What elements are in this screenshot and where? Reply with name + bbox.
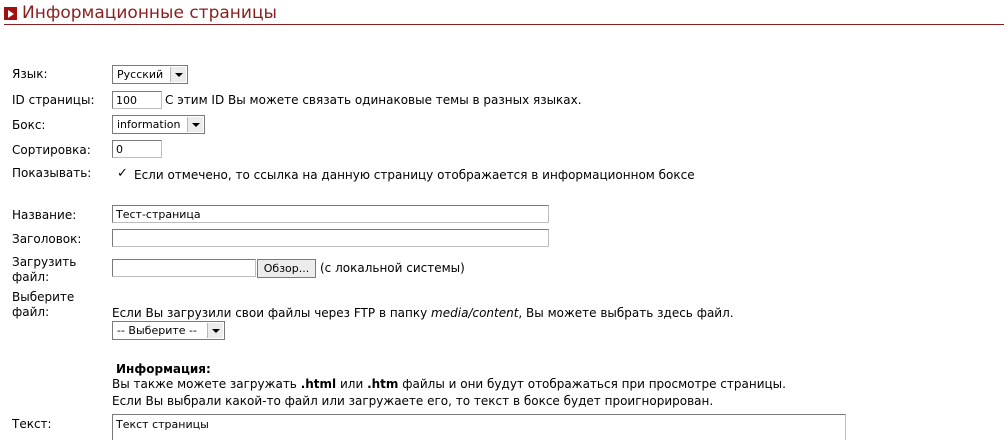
choose-hint-before: Если Вы загрузили свои файлы через FTP в папку — [112, 306, 432, 320]
upload-file-input[interactable] — [112, 259, 256, 277]
choose-hint-after: , Вы можете выбрать здесь файл. — [518, 306, 734, 320]
choose-hint-path: media/content — [431, 306, 519, 320]
box-select[interactable] — [112, 115, 205, 134]
info-line1-html: .html — [300, 377, 337, 391]
info-title: Информация: — [116, 362, 211, 376]
heading-input[interactable] — [112, 229, 549, 247]
name-label: Название: — [12, 208, 77, 222]
upload-label-line2: файл: — [12, 270, 50, 284]
text-label: Текст: — [12, 417, 52, 431]
text-textarea[interactable]: Текст страницы — [112, 414, 846, 440]
heading-label: Заголовок: — [12, 232, 82, 246]
box-value: information — [117, 118, 181, 131]
chevron-down-icon — [187, 117, 203, 132]
page-title: Информационные страницы — [22, 3, 277, 23]
info-line1 — [112, 377, 786, 392]
page-header — [4, 2, 1004, 25]
info-line1-htm: .htm — [367, 377, 399, 391]
page-id-hint: С этим ID Вы можете связать одинаковые темы в разных языках. — [165, 93, 582, 107]
show-label: Показывать: — [12, 166, 92, 180]
chevron-down-icon — [207, 323, 223, 338]
language-value: Русский — [117, 68, 164, 81]
info-line1-a: Вы также можете загружать — [112, 377, 301, 391]
box-label: Бокс: — [12, 118, 46, 132]
page-id-label: ID страницы: — [12, 93, 95, 107]
page-id-input[interactable]: 100 — [112, 91, 162, 109]
sort-input[interactable]: 0 — [112, 140, 162, 158]
info-line1-c: или — [336, 377, 368, 391]
choose-file-select[interactable] — [112, 321, 225, 340]
language-label: Язык: — [12, 67, 48, 81]
info-line2: Если Вы выбрали какой-то файл или загружаете его, то текст в боксе будет проигнорирован. — [112, 394, 714, 408]
upload-label-line1: Загрузить — [12, 255, 77, 269]
language-select[interactable] — [112, 65, 188, 84]
show-checkbox[interactable]: ✓ — [117, 166, 128, 181]
upload-hint: (с локальной системы) — [320, 261, 465, 275]
choose-file-value: -- Выберите -- — [117, 324, 197, 337]
arrow-right-icon — [4, 7, 17, 20]
sort-label: Сортировка: — [12, 143, 91, 157]
name-input[interactable]: Тест-страница — [112, 205, 549, 223]
choose-hint — [112, 306, 734, 321]
chevron-down-icon — [170, 67, 186, 82]
choose-label-line1: Выберите — [12, 290, 75, 304]
choose-label-line2: файл: — [12, 305, 50, 319]
show-hint: Если отмечено, то ссылка на данную страницу отображается в информационном боксе — [134, 168, 695, 182]
browse-button[interactable]: Обзор... — [257, 259, 316, 278]
info-line1-e: файлы и они будут отображаться при просмотре страницы. — [398, 377, 786, 391]
